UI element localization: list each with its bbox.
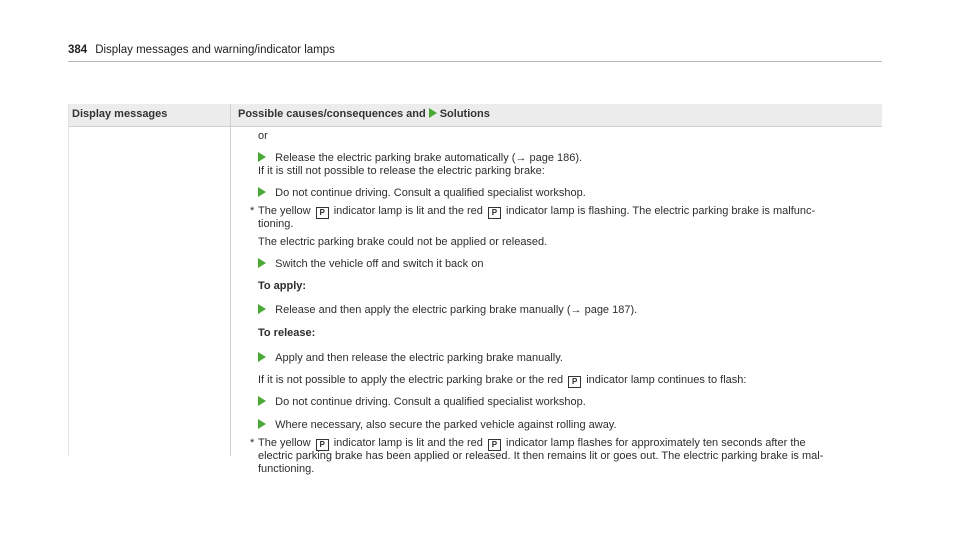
parking-brake-lamp-icon: P	[488, 439, 501, 451]
line-text: indicator lamp continues to flash:	[586, 374, 747, 386]
bullet-arrow-icon	[258, 258, 266, 268]
line-text: If it is not possible to apply the electric parking brake or the red	[258, 374, 564, 386]
note-text: The yellow	[258, 437, 311, 449]
step-text: Release the electric parking brake automatically (	[275, 152, 516, 164]
bullet-arrow-icon	[258, 304, 266, 314]
line-text: If it is still not possible to release the electric parking brake:	[258, 165, 545, 177]
page-number: 384	[68, 44, 88, 56]
note-text: indicator lamp is lit and the red	[333, 437, 483, 449]
step-consult-2	[258, 396, 586, 410]
line-could-not-apply	[258, 236, 547, 250]
column-divider	[230, 104, 231, 456]
bullet-arrow-icon	[258, 152, 266, 162]
note-text: tioning.	[258, 218, 294, 230]
step-text: Where necessary, also secure the parked vehicle against rolling away.	[275, 419, 617, 431]
subheading-to-release: To release:	[258, 327, 316, 339]
or-line	[258, 130, 268, 144]
left-border	[68, 104, 69, 456]
note-text: indicator lamp is flashing. The electric parking brake is malfunc-	[506, 205, 816, 217]
line-text: The electric parking brake could not be applied or released.	[258, 236, 548, 248]
step-text: Do not continue driving. Consult a qualified specialist workshop.	[275, 187, 586, 199]
note-malfunction-1-cont	[258, 218, 293, 232]
step-text: Do not continue driving. Consult a qualified specialist workshop.	[275, 396, 586, 408]
solutions-header-label: Solutions	[439, 108, 490, 120]
note-malfunction-1	[250, 205, 816, 219]
bullet-arrow-icon	[258, 419, 266, 429]
step-consult-1	[258, 187, 586, 201]
step-text: Switch the vehicle off and switch it back on	[275, 258, 484, 270]
column-header-causes	[238, 108, 490, 120]
note-malfunction-2	[250, 437, 806, 451]
asterisk: *	[250, 205, 255, 217]
page-title: Display messages and warning/indicator lamps	[95, 44, 335, 56]
page-ref-arrow: →	[515, 152, 527, 164]
parking-brake-lamp-icon: P	[316, 439, 329, 451]
header-divider	[68, 61, 882, 62]
note-text: indicator lamp flashes for approximately ten seconds after the	[506, 437, 806, 449]
causes-header-label: Possible causes/consequences and	[238, 108, 426, 120]
note-text: functioning.	[258, 463, 315, 475]
asterisk: *	[250, 437, 255, 449]
solution-arrow-icon	[429, 108, 437, 118]
or-text: or	[258, 130, 268, 142]
note-malfunction-2-cont	[258, 450, 823, 464]
step-secure-vehicle	[258, 419, 617, 433]
line-not-possible-apply	[258, 374, 746, 388]
step-apply-release-manually	[258, 352, 563, 366]
note-malfunction-2-end	[258, 463, 314, 477]
parking-brake-lamp-icon: P	[488, 207, 501, 219]
messages-table	[68, 104, 882, 475]
page-ref-arrow: →	[570, 304, 582, 316]
bullet-arrow-icon	[258, 187, 266, 197]
bullet-arrow-icon	[258, 396, 266, 406]
note-text: The yellow	[258, 205, 311, 217]
page-ref: page 187).	[584, 304, 638, 316]
parking-brake-lamp-icon: P	[568, 376, 581, 388]
line-not-possible-release	[258, 165, 545, 179]
parking-brake-lamp-icon: P	[316, 207, 329, 219]
column-header-display-messages: Display messages	[72, 108, 168, 120]
note-text: electric parking brake has been applied or released. It then remains lit or goes out. The electric parking brake is mal-	[258, 450, 824, 462]
subheading-to-apply: To apply:	[258, 280, 307, 292]
page-ref: page 186).	[529, 152, 583, 164]
bullet-arrow-icon	[258, 352, 266, 362]
step-release-auto	[258, 152, 582, 166]
step-apply-manually	[258, 304, 637, 318]
note-text: indicator lamp is lit and the red	[333, 205, 483, 217]
step-text: Release and then apply the electric parking brake manually (	[275, 304, 571, 316]
step-text: Apply and then release the electric parking brake manually.	[275, 352, 563, 364]
table-header	[68, 104, 882, 127]
page-header	[68, 44, 335, 56]
step-switch-off	[258, 258, 483, 272]
